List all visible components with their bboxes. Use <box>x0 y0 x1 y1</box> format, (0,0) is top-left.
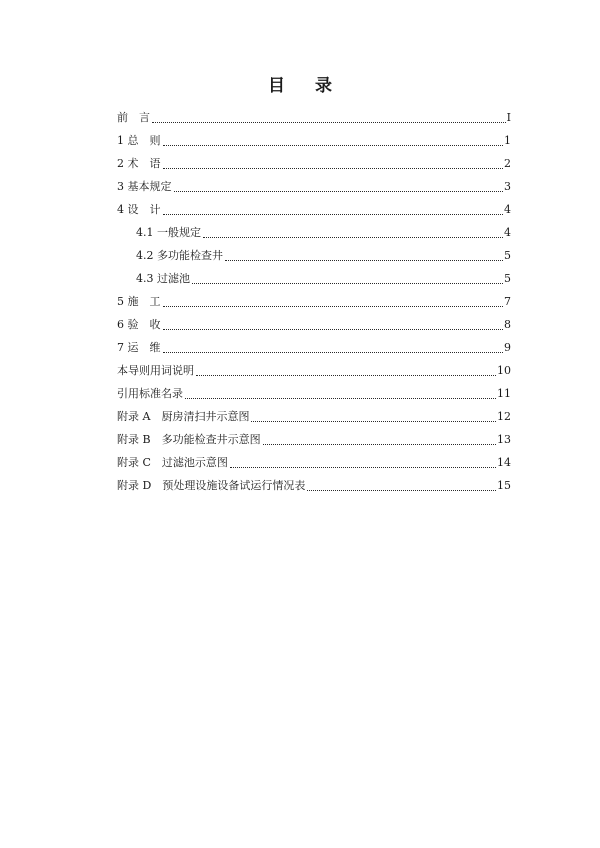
toc-entry-page: 4 <box>504 225 511 239</box>
table-of-contents <box>117 106 511 497</box>
toc-entry-page: 14 <box>497 455 511 469</box>
toc-entry-label: 4 设 计 <box>117 202 161 216</box>
toc-entry-label: 引用标准名录 <box>117 386 183 400</box>
toc-entry-page: 3 <box>504 179 511 193</box>
toc-entry-appendix-d[interactable] <box>117 474 511 497</box>
toc-entry-label: 附录 D 预处理设施设备试运行情况表 <box>117 478 306 492</box>
toc-entry-label: 1 总 则 <box>117 133 161 147</box>
toc-dot-leader <box>185 390 496 399</box>
toc-entry-label: 附录 C 过滤池示意图 <box>117 455 228 469</box>
toc-entry-label: 4.3 过滤池 <box>136 271 190 285</box>
toc-entry-label: 2 术 语 <box>117 156 161 170</box>
toc-dot-leader <box>152 114 506 123</box>
toc-dot-leader <box>192 275 503 284</box>
toc-entry-chapter-6[interactable] <box>117 313 511 336</box>
toc-entry-wording-explanation[interactable] <box>117 359 511 382</box>
toc-entry-label: 附录 B 多功能检查井示意图 <box>117 432 261 446</box>
toc-entry-page: 1 <box>504 133 511 147</box>
toc-entry-page: 15 <box>497 478 511 492</box>
toc-dot-leader <box>251 413 496 422</box>
toc-entry-appendix-b[interactable] <box>117 428 511 451</box>
toc-entry-page: I <box>506 110 511 124</box>
toc-dot-leader <box>225 252 503 261</box>
toc-entry-appendix-c[interactable] <box>117 451 511 474</box>
toc-dot-leader <box>163 206 504 215</box>
toc-entry-chapter-3[interactable] <box>117 175 511 198</box>
toc-entry-chapter-5[interactable] <box>117 290 511 313</box>
toc-entry-page: 5 <box>504 271 511 285</box>
toc-entry-page: 10 <box>497 363 511 377</box>
toc-dot-leader <box>263 436 496 445</box>
toc-entry-chapter-2[interactable] <box>117 152 511 175</box>
toc-entry-page: 13 <box>497 432 511 446</box>
toc-dot-leader <box>163 160 504 169</box>
toc-entry-label: 本导则用词说明 <box>117 363 194 377</box>
toc-dot-leader <box>307 482 496 491</box>
toc-entry-chapter-7[interactable] <box>117 336 511 359</box>
toc-entry-section-4-3[interactable] <box>117 267 511 290</box>
toc-entry-page: 5 <box>504 248 511 262</box>
toc-dot-leader <box>196 367 496 376</box>
toc-entry-referenced-standards[interactable] <box>117 382 511 405</box>
toc-dot-leader <box>203 229 503 238</box>
toc-entry-appendix-a[interactable] <box>117 405 511 428</box>
toc-entry-label: 4.1 一般规定 <box>136 225 201 239</box>
toc-entry-section-4-2[interactable] <box>117 244 511 267</box>
toc-entry-page: 2 <box>504 156 511 170</box>
toc-dot-leader <box>163 321 504 330</box>
page-title: 目 录 <box>268 76 344 96</box>
toc-entry-page: 9 <box>504 340 511 354</box>
toc-entry-chapter-1[interactable] <box>117 129 511 152</box>
toc-entry-label: 5 施 工 <box>117 294 161 308</box>
toc-entry-page: 8 <box>504 317 511 331</box>
toc-entry-label: 3 基本规定 <box>117 179 172 193</box>
toc-dot-leader <box>163 298 504 307</box>
toc-entry-label: 附录 A 厨房清扫井示意图 <box>117 409 250 423</box>
toc-dot-leader <box>163 137 504 146</box>
toc-entry-preface[interactable] <box>117 106 511 129</box>
toc-entry-page: 12 <box>497 409 511 423</box>
toc-entry-label: 6 验 收 <box>117 317 161 331</box>
toc-entry-page: 4 <box>504 202 511 216</box>
toc-entry-label: 4.2 多功能检查井 <box>136 248 223 262</box>
toc-entry-label: 7 运 维 <box>117 340 161 354</box>
toc-dot-leader <box>174 183 504 192</box>
toc-entry-page: 11 <box>497 386 511 400</box>
toc-entry-chapter-4[interactable] <box>117 198 511 221</box>
toc-dot-leader <box>163 344 504 353</box>
toc-entry-label: 前 言 <box>117 110 150 124</box>
toc-entry-page: 7 <box>504 294 511 308</box>
toc-dot-leader <box>230 459 496 468</box>
toc-entry-section-4-1[interactable] <box>117 221 511 244</box>
